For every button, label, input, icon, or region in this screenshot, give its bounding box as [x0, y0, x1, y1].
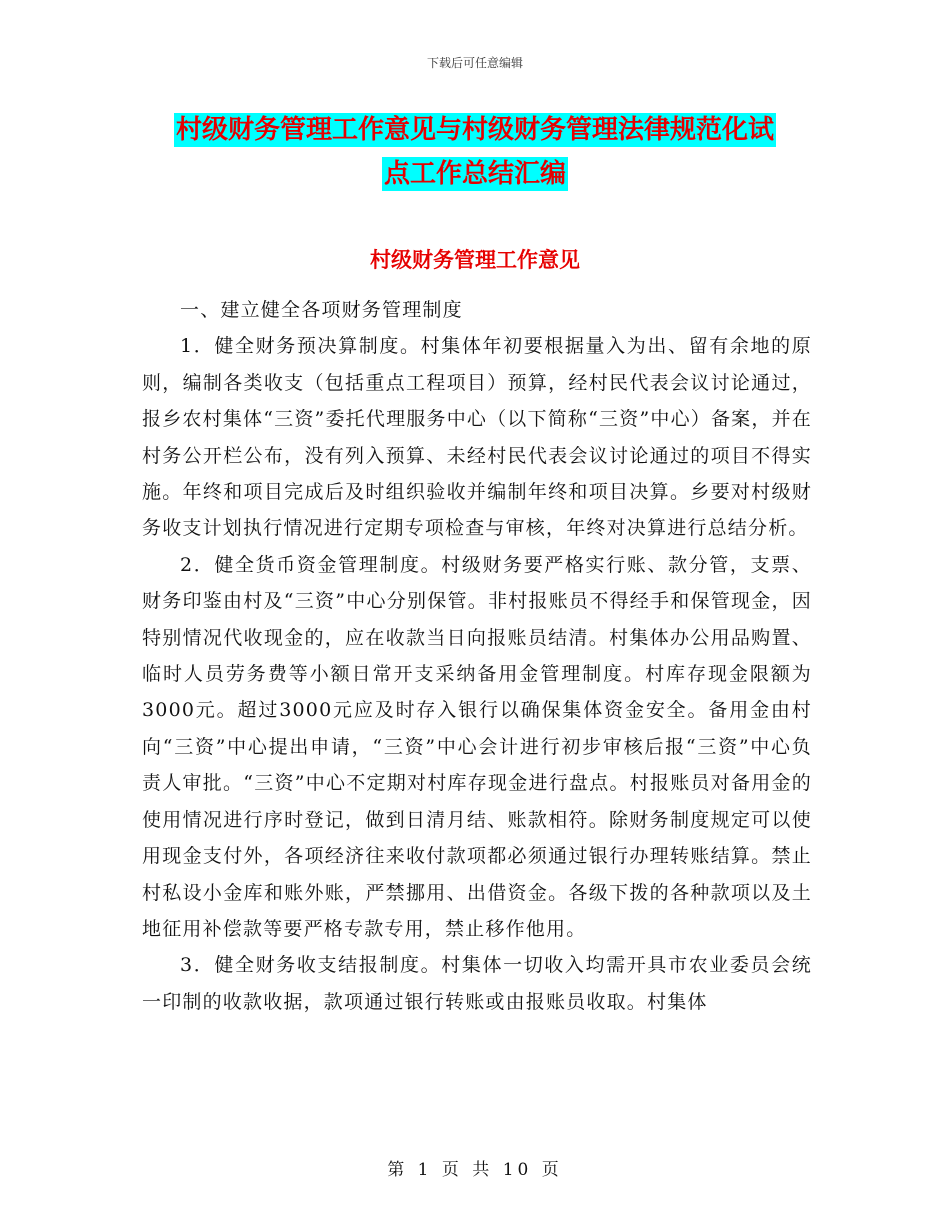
paragraph: 1．健全财务预决算制度。村集体年初要根据量入为出、留有余地的原则，编制各类收支（包括重点工程项目）预算，经村民代表会议讨论通过，报乡农村集体“三资”委托代理服务中心（以下简称“三资”中心）备案，并在村务公开栏公布，没有列入预算、未经村民代表会议讨论通过的项目不得实施。年终和项目完成后及时组织验收并编制年终和项目决算。乡要对村级财务收支计划执行情况进行定期专项检查与审核，年终对决算进行总结分析。	[142, 335, 812, 540]
paragraph-heading: 一、建立健全各项财务管理制度	[180, 299, 463, 321]
paragraph: 2．健全货币资金管理制度。村级财务要严格实行账、款分管，支票、财务印鉴由村及“三资”中心分别保管。非村报账员不得经手和保管现金，因特别情况代收现金的，应在收款当日向报账员结清。村集体办公用品购置、临时人员劳务费等小额日常开支采纳备用金管理制度。村库存现金限额为3000元。超过3000元应及时存入银行以确保集体资金安全。备用金由村向“三资”中心提出申请，“三资”中心会计进行初步审核后报“三资”中心负责人审批。“三资”中心不定期对村库存现金进行盘点。村报账员对备用金的使用情况进行序时登记，做到日清月结、账款相符。除财务制度规定可以使用现金支付外，各项经济往来收付款项都必须通过银行办理转账结算。禁止村私设小金库和账外账，严禁挪用、出借资金。各级下拨的各种款项以及土地征用补偿款等要严格专款专用，禁止移作他用。	[142, 553, 812, 940]
page-number: 第 1 页 共 10 页	[387, 1160, 563, 1180]
document-title-line-2	[150, 152, 800, 196]
document-body	[142, 292, 812, 1020]
section-title: 村级财务管理工作意见	[370, 248, 580, 272]
paragraph: 3．健全财务收支结报制度。村集体一切收入均需开具市农业委员会统一印制的收款收据，款项通过银行转账或由报账员收取。村集体	[142, 954, 812, 1013]
document-title-line-1	[150, 108, 800, 152]
document-title-text-2: 点工作总结汇编	[383, 159, 566, 189]
header-note: 下载后可任意编辑	[426, 56, 523, 70]
document-title-text-1: 村级财务管理工作意见与村级财务管理法律规范化试	[175, 115, 774, 145]
